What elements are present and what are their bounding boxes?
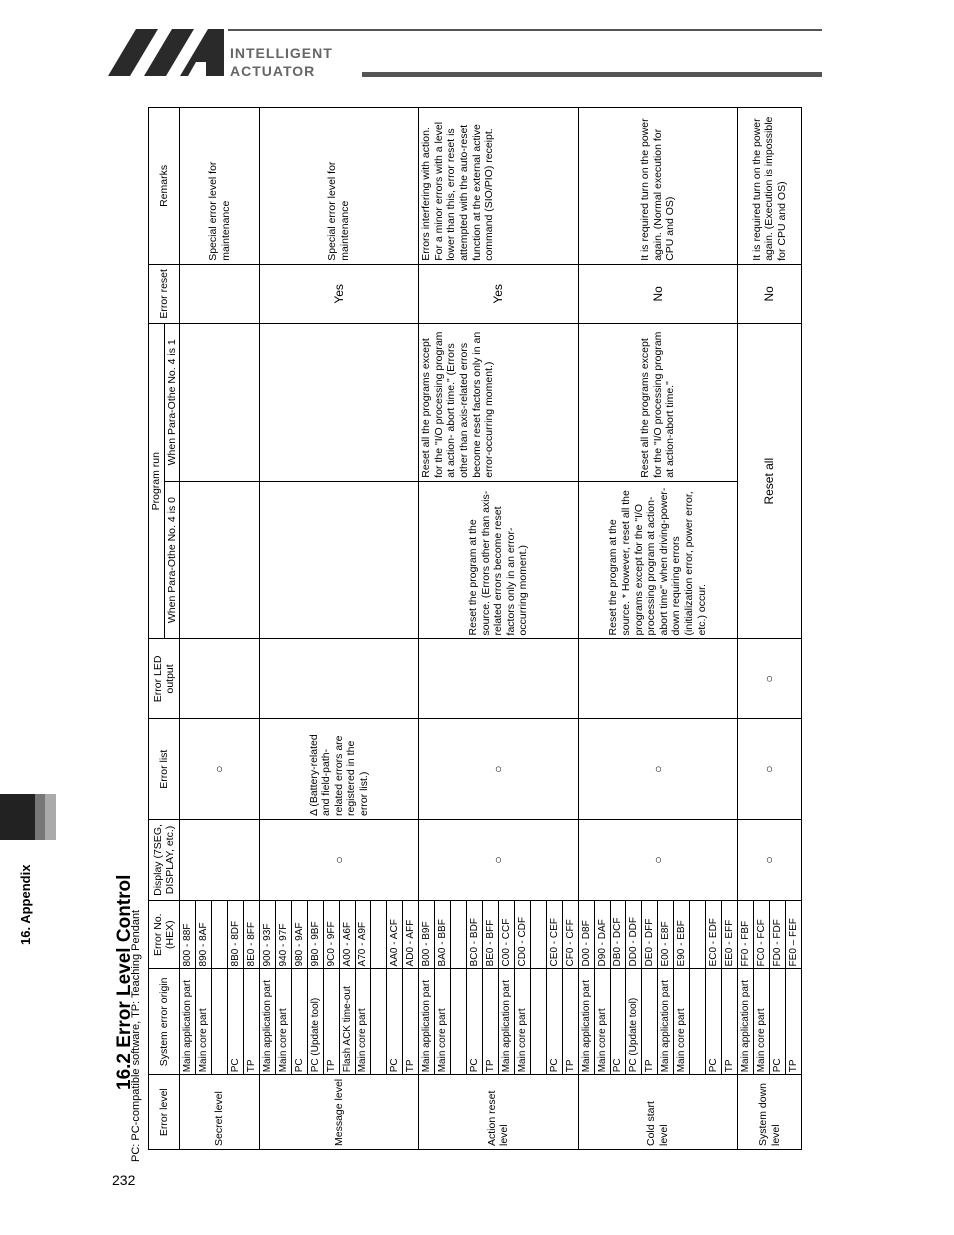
origin-cell: TP	[562, 969, 578, 1075]
message-remarks: Special error level for maintenance	[259, 108, 418, 265]
origin-cell: PC (Update tool)	[307, 969, 323, 1075]
error-no-cell	[371, 900, 387, 968]
origin-cell	[690, 969, 706, 1075]
message-display: ○	[259, 820, 418, 901]
error-no-cell: DD0 - DDF	[626, 900, 642, 968]
origin-cell: Main core part	[753, 969, 769, 1075]
error-no-cell: A70 - A9F	[355, 900, 371, 968]
error-no-cell: DB0 - DCF	[610, 900, 626, 968]
error-no-cell	[212, 900, 228, 968]
origin-cell: Main application part	[498, 969, 514, 1075]
origin-cell: TP	[642, 969, 658, 1075]
error-no-cell: A00 - A6F	[339, 900, 355, 968]
secret-led	[180, 639, 260, 719]
header-error-reset: Error reset	[149, 264, 180, 323]
error-no-cell: 8B0 - 8DF	[228, 900, 244, 968]
action-run-0: Reset the program at the source. (Errors other than axis-related errors become reset factors only in an error-occurring moment.)	[419, 481, 578, 639]
origin-cell: Main application part	[738, 969, 754, 1075]
footnote: PC: PC-compatible software, TP: Teaching Pendant	[130, 909, 142, 1162]
level-cold-start: Cold start level	[578, 1075, 737, 1150]
error-no-cell: EC0 - EDF	[706, 900, 722, 968]
error-no-cell: 9C0 - 9FF	[323, 900, 339, 968]
error-no-cell: CF0 - CFF	[562, 900, 578, 968]
secret-display	[180, 820, 260, 901]
origin-cell: Main core part	[355, 969, 371, 1075]
error-no-cell: B00 - B9F	[419, 900, 435, 968]
message-reset: Yes	[259, 264, 418, 323]
system-error-list: ○	[738, 719, 802, 820]
error-no-cell: CE0 - CEF	[546, 900, 562, 968]
error-no-cell	[530, 900, 546, 968]
error-no-cell: E90 - EBF	[674, 900, 690, 968]
error-no-cell: BA0 - BBF	[435, 900, 451, 968]
message-run-1	[259, 323, 418, 481]
system-reset: No	[738, 264, 802, 323]
action-error-list: ○	[419, 719, 578, 820]
error-no-cell: D90 - DAF	[594, 900, 610, 968]
origin-cell: Main core part	[514, 969, 530, 1075]
origin-cell: TP	[483, 969, 499, 1075]
origin-cell: TP	[323, 969, 339, 1075]
header-program-run: Program run	[149, 323, 165, 639]
header-run-para-1: When Para-Othe No. 4 is 1	[164, 323, 180, 481]
secret-reset	[180, 264, 260, 323]
error-no-cell: FD0 - FDF	[769, 900, 785, 968]
table-row	[419, 108, 435, 1150]
secret-run-0	[180, 481, 260, 639]
action-led	[419, 639, 578, 719]
error-no-cell: 9B0 - 9BF	[307, 900, 323, 968]
origin-cell: Main application part	[180, 969, 196, 1075]
origin-cell: PC (Update tool)	[626, 969, 642, 1075]
origin-cell: Main application part	[259, 969, 275, 1075]
error-no-cell: C00 - CCF	[498, 900, 514, 968]
cold-reset: No	[578, 264, 737, 323]
cold-display: ○	[578, 820, 737, 901]
header-row-1	[149, 108, 165, 1150]
error-no-cell: CD0 - CDF	[514, 900, 530, 968]
cold-led	[578, 639, 737, 719]
cold-remarks: It is required turn on the power again. (Normal execution for CPU and OS)	[578, 108, 737, 265]
origin-cell: Flash ACK time-out	[339, 969, 355, 1075]
header-error-level: Error level	[149, 1075, 180, 1150]
origin-cell: Main core part	[196, 969, 212, 1075]
action-reset: Yes	[419, 264, 578, 323]
header-error-list: Error list	[149, 719, 180, 820]
error-no-cell: 800 - 88F	[180, 900, 196, 968]
cold-run-1: Reset all the programs except for the "I/O processing program at action-abort time."	[578, 323, 737, 481]
origin-cell: PC	[610, 969, 626, 1075]
origin-cell: TP	[403, 969, 419, 1075]
error-no-cell	[451, 900, 467, 968]
header-display: Display (7SEG, DISPLAY, etc.)	[149, 820, 180, 901]
origin-cell: PC	[546, 969, 562, 1075]
table-row	[259, 108, 275, 1150]
section-label: 16. Appendix	[18, 864, 33, 945]
header-remarks: Remarks	[149, 108, 180, 265]
header-error-no: Error No. (HEX)	[149, 900, 180, 968]
error-no-cell: BE0 - BFF	[483, 900, 499, 968]
error-no-cell: FC0 - FCF	[753, 900, 769, 968]
origin-cell: PC	[387, 969, 403, 1075]
error-no-cell	[690, 900, 706, 968]
error-no-cell: 980 - 9AF	[291, 900, 307, 968]
level-message: Message level	[259, 1075, 418, 1150]
header-system-error-origin: System error origin	[149, 969, 180, 1075]
error-no-cell: 940 - 97F	[275, 900, 291, 968]
system-run: Reset all	[738, 323, 802, 639]
error-no-cell: 890 - 8AF	[196, 900, 212, 968]
system-led: ○	[738, 639, 802, 719]
error-no-cell: AA0 - ACF	[387, 900, 403, 968]
error-no-cell: DE0 - DFF	[642, 900, 658, 968]
cold-error-list: ○	[578, 719, 737, 820]
origin-cell	[530, 969, 546, 1075]
error-no-cell: 900 - 93F	[259, 900, 275, 968]
origin-cell	[212, 969, 228, 1075]
origin-cell: TP	[243, 969, 259, 1075]
secret-run-1	[180, 323, 260, 481]
message-led	[259, 639, 418, 719]
logo-brand-line2: ACTUATOR	[230, 63, 316, 79]
origin-cell: PC	[706, 969, 722, 1075]
secret-error-list: ○	[180, 719, 260, 820]
error-no-cell: BC0 - BDF	[467, 900, 483, 968]
table-row	[578, 108, 594, 1150]
error-no-cell: FE0 – FEF	[785, 900, 801, 968]
origin-cell: PC	[291, 969, 307, 1075]
error-no-cell: E00 - E8F	[658, 900, 674, 968]
table-row	[738, 108, 754, 1150]
origin-cell: PC	[228, 969, 244, 1075]
company-logo	[100, 24, 830, 84]
system-display: ○	[738, 820, 802, 901]
error-no-cell: EE0 - EFF	[722, 900, 738, 968]
header-run-para-0: When Para-Othe No. 4 is 0	[164, 481, 180, 639]
secret-remarks: Special error level for maintenance	[180, 108, 260, 265]
origin-cell: Main application part	[578, 969, 594, 1075]
page-number: 232	[112, 1172, 136, 1188]
level-secret: Secret level	[180, 1075, 260, 1150]
message-error-list: Δ (Battery-related and field-path-related errors are registered in the error list.)	[259, 719, 418, 820]
origin-cell: PC	[769, 969, 785, 1075]
origin-cell: PC	[467, 969, 483, 1075]
error-level-table	[148, 107, 802, 1150]
system-remarks: It is required turn on the power again. (Execution is impossible for CPU and OS)	[738, 108, 802, 265]
section-title: 16.2 Error Level Control	[114, 874, 135, 1090]
header-error-led-output: Error LED output	[149, 639, 180, 719]
level-system-down: System down level	[738, 1075, 802, 1150]
cold-run-0: Reset the program at the source. * However, reset all the programs except for the "I/O processing program at action-abort time" when driving-power-down requiring errors (initialization error, power error, etc.) occur.	[578, 481, 737, 639]
origin-cell: Main core part	[435, 969, 451, 1075]
logo-bar-bottom	[362, 72, 822, 77]
origin-cell: TP	[785, 969, 801, 1075]
table-row	[180, 108, 196, 1150]
origin-cell: Main core part	[674, 969, 690, 1075]
origin-cell: Main application part	[419, 969, 435, 1075]
origin-cell: Main core part	[275, 969, 291, 1075]
level-action-reset: Action reset level	[419, 1075, 578, 1150]
origin-cell	[371, 969, 387, 1075]
message-run-0	[259, 481, 418, 639]
origin-cell: TP	[722, 969, 738, 1075]
error-no-cell: AD0 - AFF	[403, 900, 419, 968]
error-no-cell: FF0 - FBF	[738, 900, 754, 968]
logo-brand-line1: INTELLIGENT	[230, 45, 333, 61]
origin-cell: Main core part	[594, 969, 610, 1075]
action-remarks: Errors interfering with action. For a minor errors with a level lower than this, error reset is attempted with the auto-reset function at the external active command (SIO/PIO) receipt.	[419, 108, 578, 265]
error-no-cell: 8E0 - 8FF	[243, 900, 259, 968]
error-no-cell: D00 - D8F	[578, 900, 594, 968]
origin-cell	[451, 969, 467, 1075]
action-display: ○	[419, 820, 578, 901]
logo-bar-top	[228, 29, 822, 31]
action-run-1: Reset all the programs except for the "I/O processing program at action- abort time." (Errors other than axis-related errors become reset factors only in an error-occurring moment.)	[419, 323, 578, 481]
chapter-tab	[0, 794, 56, 840]
origin-cell: Main application part	[658, 969, 674, 1075]
